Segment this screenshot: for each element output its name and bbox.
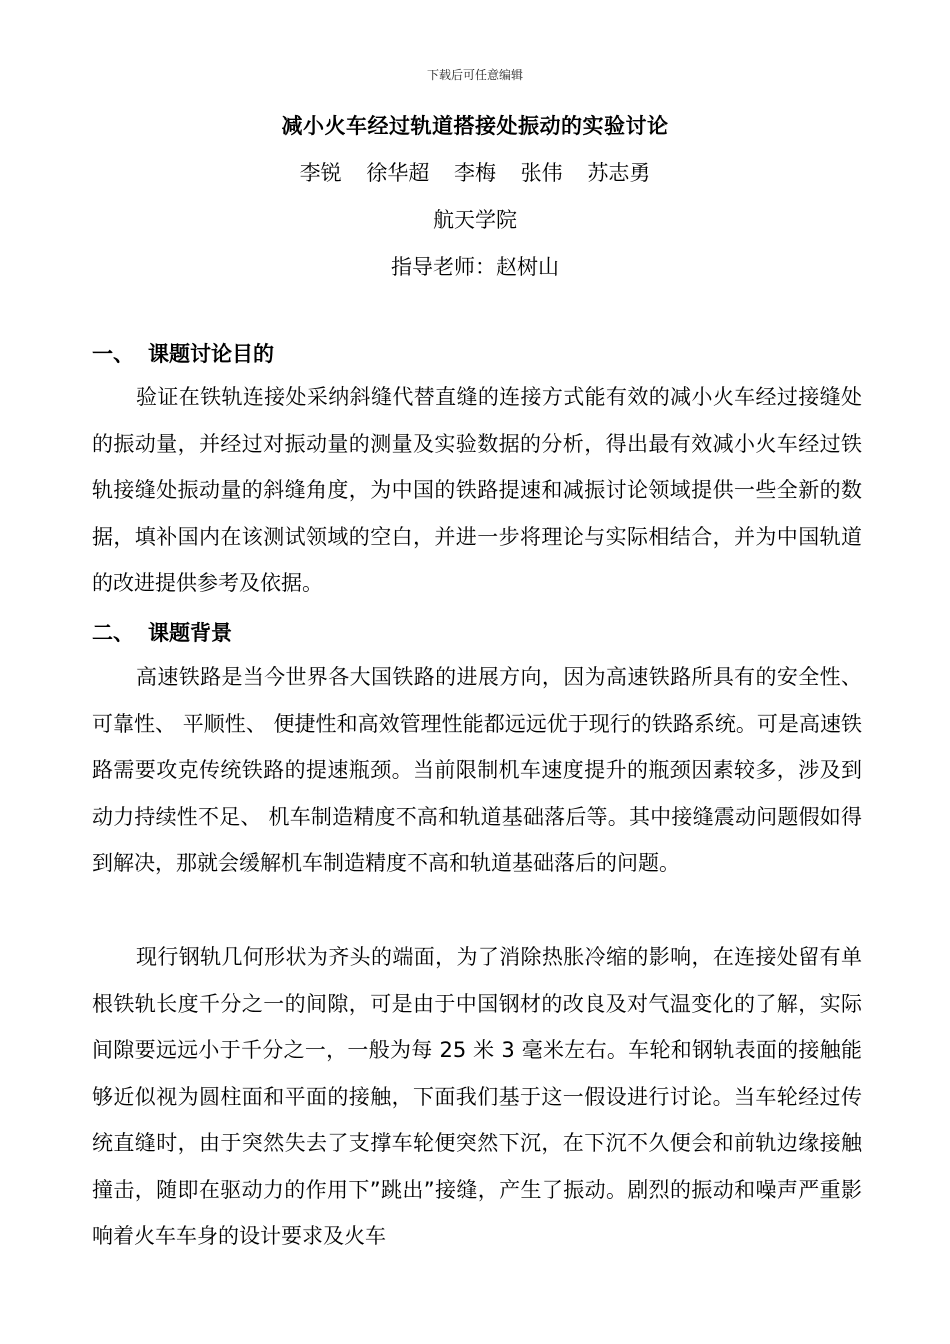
section-heading-background — [92, 617, 232, 647]
header-note: 下载后可任意编辑 — [426, 68, 523, 82]
section-number: 一、 — [92, 342, 134, 366]
section-title: 课题讨论目的 — [148, 342, 274, 366]
section-heading-purpose — [92, 338, 274, 368]
paragraph-background-1: 高速铁路是当今世界各大国铁路的进展方向，因为高速铁路所具有的安全性、 可靠性、 平顺性、 便捷性和高效管理性能都远远优于现行的铁路系统。可是高速铁路需要攻克传统铁路的提速瓶颈。当前限制机车速度提升的瓶颈因素较多，涉及到动力持续性不足、 机车制造精度不高和轨道基础落后等。其中接缝震动问题假如得到解决，那就会缓解机车制造精度不高和轨道基础落后的问题。 — [92, 665, 862, 875]
section-title: 课题背景 — [148, 621, 232, 645]
paragraph-background-2: 现行钢轨几何形状为齐头的端面，为了消除热胀冷缩的影响，在连接处留有单根铁轨长度千分之一的间隙，可是由于中国钢材的改良及对气温变化的了解，实际间隙要远远小于千分之一，一般为每 25 米 3 毫米左右。车轮和钢轨表面的接触能够近似视为圆柱面和平面的接触，下面我们基于这一假设进行讨论。当车轮经过传统直缝时，由于突然失去了支撑车轮便突然下沉，在下沉不久便会和前轨边缘接触撞击，随即在驱动力的作用下”跳出”接缝，产生了振动。剧烈的振动和噪声严重影响着火车车身的设计要求及火车 — [92, 945, 862, 1248]
advisor-line: 指导老师：赵树山 — [391, 255, 559, 279]
section-number: 二、 — [92, 621, 134, 645]
document-title: 减小火车经过轨道搭接处振动的实验讨论 — [281, 114, 669, 138]
paragraph-purpose: 验证在铁轨连接处采纳斜缝代替直缝的连接方式能有效的减小火车经过接缝处的振动量，并经过对振动量的测量及实验数据的分析，得出最有效减小火车经过铁轨接缝处振动量的斜缝角度，为中国的铁路提速和减振讨论领域提供一些全新的数据，填补国内在该测试领域的空白，并进一步将理论与实际相结合，并为中国轨道的改进提供参考及依据。 — [92, 385, 862, 595]
school-name: 航天学院 — [433, 208, 517, 232]
author-list: 李锐 徐华超 李梅 张伟 苏志勇 — [299, 161, 651, 185]
